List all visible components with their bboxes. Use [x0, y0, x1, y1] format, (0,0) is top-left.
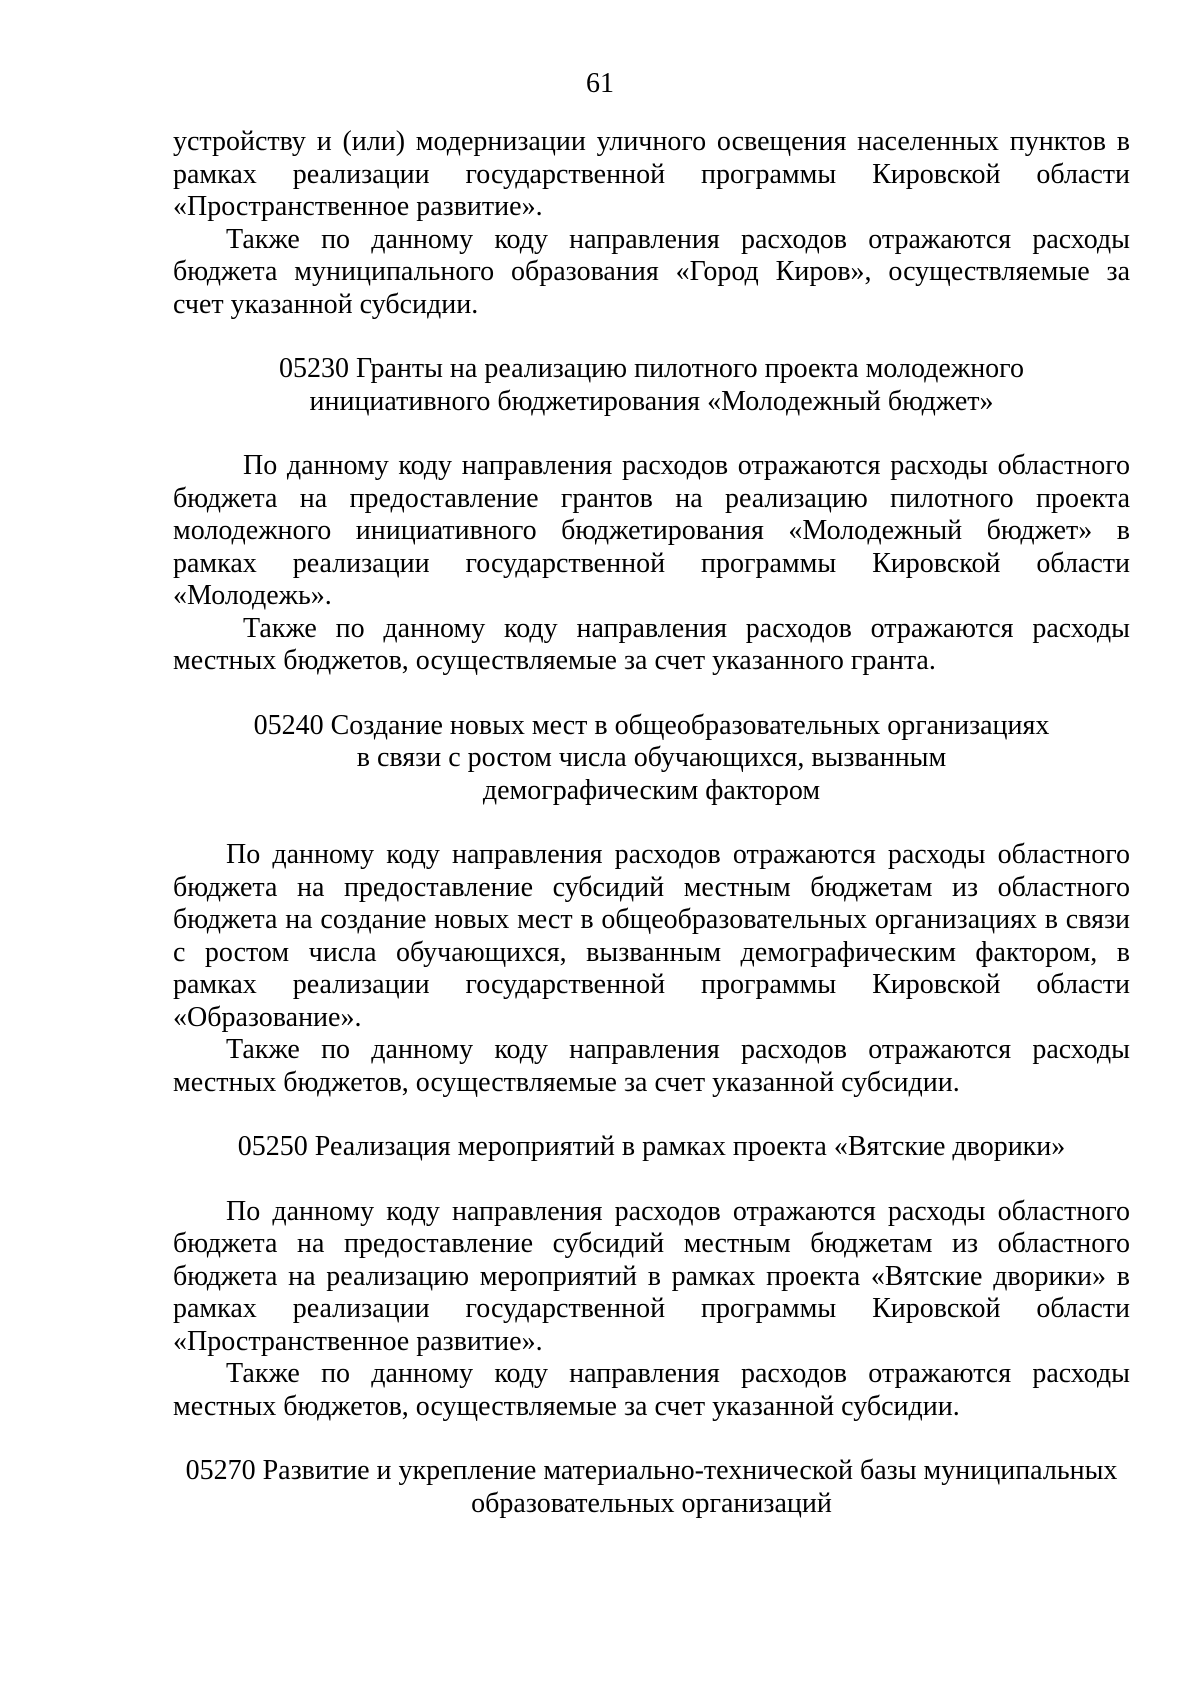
section-heading — [173, 1455, 1130, 1520]
text-line: По данному коду направления расходов отражаются расходы областного — [243, 450, 1130, 481]
text-line: бюджета на предоставление субсидий местным бюджетам из областного — [173, 1228, 1130, 1259]
paragraph — [173, 839, 1130, 1034]
paragraph — [173, 224, 1130, 322]
document-body — [173, 126, 1130, 1520]
text-line: Также по данному коду направления расходов отражаются расходы — [226, 1034, 1130, 1065]
heading-line: 05230 Гранты на реализацию пилотного проекта молодежного — [279, 353, 1024, 384]
text-line: Также по данному коду направления расходов отражаются расходы — [243, 612, 1130, 644]
text-line: счет указанной субсидии. — [173, 288, 479, 320]
section-heading — [173, 353, 1130, 418]
text-line: бюджета на предоставление субсидий местным бюджетам из областного — [173, 871, 1130, 903]
text-line: с ростом числа обучающихся, вызванным демографическим фактором, в — [173, 936, 1130, 968]
text-line: «Пространственное развитие». — [173, 191, 543, 222]
paragraph — [173, 450, 1130, 613]
heading-line: демографическим фактором — [482, 774, 821, 806]
text-line: местных бюджетов, осуществляемые за счет указанной субсидии. — [173, 1066, 960, 1098]
text-line: Также по данному коду направления расходов отражаются расходы — [226, 1358, 1130, 1389]
text-line: молодежного инициативного бюджетирования «Молодежный бюджет» в — [173, 515, 1130, 546]
text-line: местных бюджетов, осуществляемые за счет указанного гранта. — [173, 645, 936, 676]
text-line: рамках реализации государственной программы Кировской области — [173, 1293, 1130, 1324]
paragraph — [173, 1034, 1130, 1099]
heading-line: 05240 Создание новых мест в общеобразовательных организациях — [253, 709, 1050, 741]
text-line: бюджета муниципального образования «Город Киров», осуществляемые за — [173, 256, 1130, 287]
heading-line: 05270 Развитие и укрепление материально-технической базы муниципальных — [185, 1455, 1118, 1486]
heading-line: в связи с ростом числа обучающихся, вызванным — [356, 742, 947, 773]
text-line: «Образование». — [173, 1001, 362, 1033]
paragraph — [173, 1358, 1130, 1423]
text-line: бюджета на создание новых мест в общеобразовательных организациях в связи — [173, 904, 1130, 935]
heading-line: инициативного бюджетирования «Молодежный бюджет» — [309, 385, 994, 417]
heading-line: образовательных организаций — [471, 1487, 832, 1519]
text-line: «Пространственное развитие». — [173, 1325, 543, 1357]
text-line: устройству и (или) модернизации уличного освещения населенных пунктов в — [173, 126, 1130, 157]
text-line: местных бюджетов, осуществляемые за счет указанной субсидии. — [173, 1390, 960, 1422]
paragraph — [173, 126, 1130, 224]
text-line: бюджета на предоставление грантов на реализацию пилотного проекта — [173, 482, 1130, 514]
section-heading — [173, 710, 1130, 808]
text-line: рамках реализации государственной программы Кировской области — [173, 158, 1130, 190]
text-line: Также по данному коду направления расходов отражаются расходы — [226, 223, 1130, 255]
paragraph — [173, 613, 1130, 678]
heading-line: 05250 Реализация мероприятий в рамках проекта «Вятские дворики» — [237, 1131, 1066, 1162]
text-line: По данному коду направления расходов отражаются расходы областного — [226, 839, 1130, 870]
text-line: «Молодежь». — [173, 580, 332, 611]
page-number: 61 — [586, 68, 614, 99]
text-line: рамках реализации государственной программы Кировской области — [173, 969, 1130, 1000]
section-heading — [173, 1131, 1130, 1164]
text-line: По данному коду направления расходов отражаются расходы областного — [226, 1195, 1130, 1227]
paragraph — [173, 1196, 1130, 1359]
text-line: рамках реализации государственной программы Кировской области — [173, 547, 1130, 579]
text-line: бюджета на реализацию мероприятий в рамках проекта «Вятские дворики» в — [173, 1260, 1130, 1292]
